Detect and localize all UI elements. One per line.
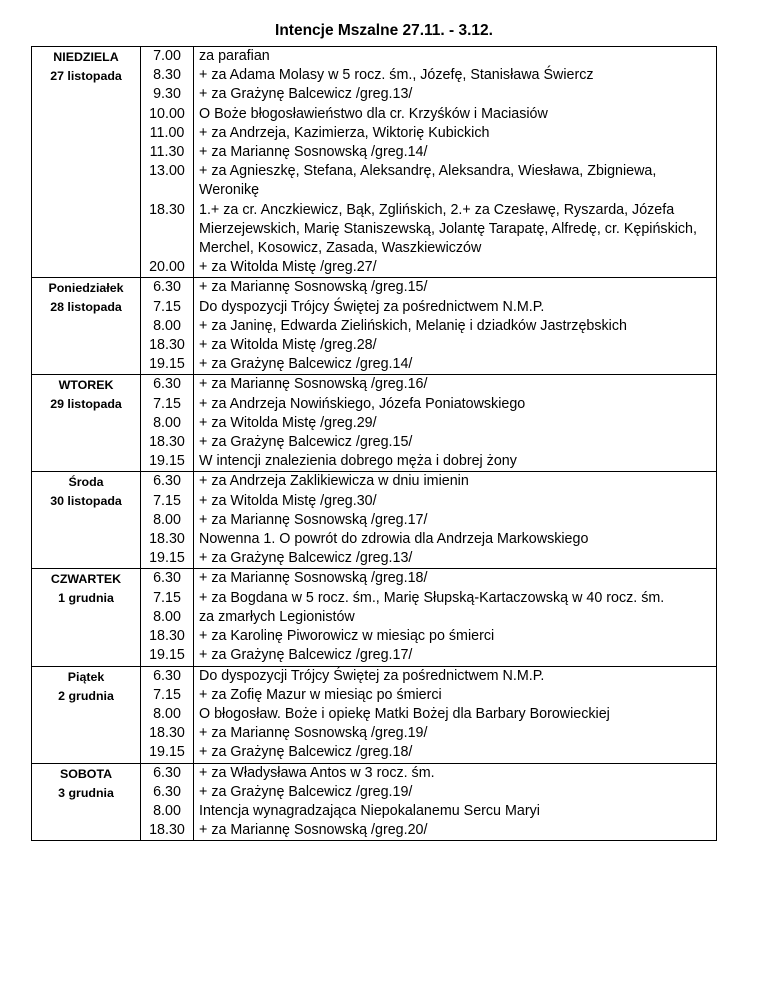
mass-time: 7.15 bbox=[153, 686, 181, 703]
mass-time: 6.30 bbox=[153, 783, 181, 800]
mass-time: 18.30 bbox=[149, 201, 185, 218]
mass-intention: + za Mariannę Sosnowską /greg.17/ bbox=[199, 511, 428, 528]
mass-time: 19.15 bbox=[149, 550, 185, 567]
day-date: 3 grudnia bbox=[58, 785, 114, 800]
day-date: 2 grudnia bbox=[58, 688, 114, 703]
mass-time: 8.00 bbox=[153, 705, 181, 722]
mass-time: 18.30 bbox=[149, 725, 185, 742]
mass-intention: + za Witolda Mistę /greg.29/ bbox=[199, 414, 377, 431]
mass-time: 7.00 bbox=[153, 48, 181, 64]
mass-time: 19.15 bbox=[149, 647, 185, 664]
mass-intention: + za Karolinę Piworowicz w miesiąc po śmierci bbox=[199, 628, 495, 645]
mass-time: 8.00 bbox=[153, 511, 181, 528]
mass-time: 6.30 bbox=[153, 570, 181, 587]
intentions-cell bbox=[194, 472, 717, 569]
mass-intention: + za Grażynę Balcewicz /greg.15/ bbox=[199, 434, 413, 451]
mass-intention: + za Zofię Mazur w miesiąc po śmierci bbox=[199, 686, 442, 703]
mass-intention: + za Andrzeja Zaklikiewicza w dniu imienin bbox=[199, 473, 469, 490]
times-cell bbox=[141, 763, 194, 841]
times-cell bbox=[141, 569, 194, 666]
mass-intention: + za Witolda Mistę /greg.27/ bbox=[199, 259, 377, 276]
day-cell bbox=[32, 47, 141, 278]
day-date: 27 listopada bbox=[50, 69, 122, 83]
times-cell bbox=[141, 278, 194, 375]
day-cell bbox=[32, 666, 141, 763]
intentions-cell bbox=[194, 375, 717, 472]
mass-intention: W intencji znalezienia dobrego męża i dobrej żony bbox=[199, 453, 517, 470]
mass-time: 20.00 bbox=[149, 259, 185, 276]
mass-time: 18.30 bbox=[149, 822, 185, 839]
mass-time: 6.30 bbox=[153, 376, 181, 393]
mass-time: 19.15 bbox=[149, 744, 185, 761]
day-cell bbox=[32, 278, 141, 375]
mass-intention: + za Witolda Mistę /greg.28/ bbox=[199, 337, 377, 354]
mass-intention: + za Witolda Mistę /greg.30/ bbox=[199, 492, 377, 509]
mass-time: 18.30 bbox=[149, 628, 185, 645]
times-cell bbox=[141, 472, 194, 569]
mass-intention: + za Mariannę Sosnowską /greg.20/ bbox=[199, 822, 428, 839]
day-row bbox=[32, 375, 717, 472]
mass-intention: + za Mariannę Sosnowską /greg.14/ bbox=[199, 144, 428, 161]
page-title: Intencje Mszalne 27.11. - 3.12. bbox=[275, 22, 493, 39]
day-row bbox=[32, 569, 717, 666]
mass-time: 6.30 bbox=[153, 764, 181, 781]
intentions-cell bbox=[194, 569, 717, 666]
mass-time: 13.00 bbox=[149, 163, 185, 180]
mass-intention: + za Mariannę Sosnowską /greg.15/ bbox=[199, 279, 428, 296]
mass-intention: Nowenna 1. O powrót do zdrowia dla Andrzeja Markowskiego bbox=[199, 531, 589, 548]
mass-time: 6.30 bbox=[153, 667, 181, 684]
mass-intention: Do dyspozycji Trójcy Świętej za pośrednictwem N.M.P. bbox=[199, 667, 545, 684]
times-cell bbox=[141, 47, 194, 278]
mass-intention: + za Grażynę Balcewicz /greg.19/ bbox=[199, 783, 413, 800]
mass-intention: Intencja wynagradzająca Niepokalanemu Sercu Maryi bbox=[199, 802, 540, 819]
mass-intention: 1.+ za cr. Anczkiewicz, Bąk, Zglińskich, 2.+ za Czesławę, Ryszarda, Józefa Mierzejewskich, Marię Staniszewską, Jolantę Tarapatę, Alfredę, cr. Kępińskich, Merchel, Kosowicz, Zasada, Waszkiewiczów bbox=[199, 201, 697, 257]
day-row bbox=[32, 278, 717, 375]
day-name: SOBOTA bbox=[59, 766, 113, 781]
mass-intention: za parafian bbox=[199, 48, 270, 64]
day-date: 29 listopada bbox=[50, 397, 122, 412]
mass-time: 8.00 bbox=[153, 317, 181, 334]
mass-time: 18.30 bbox=[149, 337, 185, 353]
mass-intention: + za Grażynę Balcewicz /greg.14/ bbox=[199, 356, 413, 373]
mass-time: 8.00 bbox=[153, 802, 181, 819]
mass-intention: + za Grażynę Balcewicz /greg.13/ bbox=[199, 86, 413, 103]
mass-schedule-table bbox=[31, 46, 717, 841]
day-name: NIEDZIELA bbox=[53, 50, 119, 64]
mass-time: 10.00 bbox=[149, 105, 185, 122]
day-cell bbox=[32, 569, 141, 666]
mass-time: 11.00 bbox=[149, 124, 185, 141]
mass-time: 19.15 bbox=[149, 356, 185, 373]
mass-intention: O błogosław. Boże i opiekę Matki Bożej dla Barbary Borowieckiej bbox=[199, 705, 610, 722]
mass-time: 8.00 bbox=[153, 608, 181, 625]
mass-time: 8.00 bbox=[153, 414, 181, 431]
mass-time: 6.30 bbox=[153, 279, 181, 296]
day-row bbox=[32, 763, 717, 841]
mass-intention: + za Andrzeja Nowińskiego, Józefa Poniatowskiego bbox=[199, 395, 526, 412]
day-cell bbox=[32, 472, 141, 569]
mass-intention: + za Grażynę Balcewicz /greg.13/ bbox=[199, 550, 413, 567]
day-name: CZWARTEK bbox=[50, 572, 122, 587]
mass-time: 7.15 bbox=[153, 492, 181, 509]
mass-intention: za zmarłych Legionistów bbox=[199, 608, 355, 625]
mass-time: 8.30 bbox=[153, 67, 181, 84]
day-date: 30 listopada bbox=[50, 494, 122, 509]
intentions-cell bbox=[194, 763, 717, 841]
mass-intention: + za Agnieszkę, Stefana, Aleksandrę, Aleksandra, Wiesława, Zbigniewa, Weronikę bbox=[199, 163, 657, 199]
mass-intention: + za Mariannę Sosnowską /greg.16/ bbox=[199, 376, 428, 393]
mass-intention: + za Adama Molasy w 5 rocz. śm., Józefę, Stanisława Świercz bbox=[199, 67, 594, 84]
mass-time: 6.30 bbox=[153, 473, 181, 490]
day-name: WTOREK bbox=[58, 378, 114, 393]
day-name: Środa bbox=[68, 475, 104, 490]
mass-intention: + za Mariannę Sosnowską /greg.18/ bbox=[199, 570, 428, 587]
mass-time: 11.30 bbox=[149, 143, 185, 160]
day-row bbox=[32, 472, 717, 569]
intentions-cell bbox=[194, 278, 717, 375]
day-row bbox=[32, 666, 717, 763]
day-date: 1 grudnia bbox=[58, 591, 114, 606]
mass-time: 19.15 bbox=[149, 453, 185, 470]
mass-intention: + za Grażynę Balcewicz /greg.17/ bbox=[199, 647, 413, 664]
times-cell bbox=[141, 375, 194, 472]
intentions-cell bbox=[194, 47, 717, 278]
day-row bbox=[32, 47, 717, 278]
day-date: 28 listopada bbox=[50, 300, 122, 315]
mass-time: 7.15 bbox=[153, 395, 181, 412]
mass-intention: + za Władysława Antos w 3 rocz. śm. bbox=[199, 764, 435, 781]
mass-time: 18.30 bbox=[149, 434, 185, 451]
mass-time: 18.30 bbox=[149, 531, 185, 548]
intentions-cell bbox=[194, 666, 717, 763]
mass-intention: + za Grażynę Balcewicz /greg.18/ bbox=[199, 744, 413, 761]
mass-intention: O Boże błogosławieństwo dla cr. Krzyśków i Maciasiów bbox=[199, 105, 548, 122]
mass-intention: + za Janinę, Edwarda Zielińskich, Melanię i dziadków Jastrzębskich bbox=[199, 317, 627, 334]
mass-time: 7.15 bbox=[153, 298, 181, 315]
mass-intention: Do dyspozycji Trójcy Świętej za pośrednictwem N.M.P. bbox=[199, 298, 545, 315]
mass-intention: + za Mariannę Sosnowską /greg.19/ bbox=[199, 725, 428, 742]
mass-time: 9.30 bbox=[153, 86, 181, 103]
times-cell bbox=[141, 666, 194, 763]
day-name: Piątek bbox=[67, 669, 105, 684]
day-cell bbox=[32, 375, 141, 472]
day-name: Poniedziałek bbox=[48, 281, 124, 296]
mass-intention: + za Bogdana w 5 rocz. śm., Marię Słupską-Kartaczowską w 40 rocz. śm. bbox=[199, 589, 665, 606]
day-cell bbox=[32, 763, 141, 841]
mass-intention: + za Andrzeja, Kazimierza, Wiktorię Kubickich bbox=[199, 124, 490, 141]
mass-time: 7.15 bbox=[153, 589, 181, 606]
